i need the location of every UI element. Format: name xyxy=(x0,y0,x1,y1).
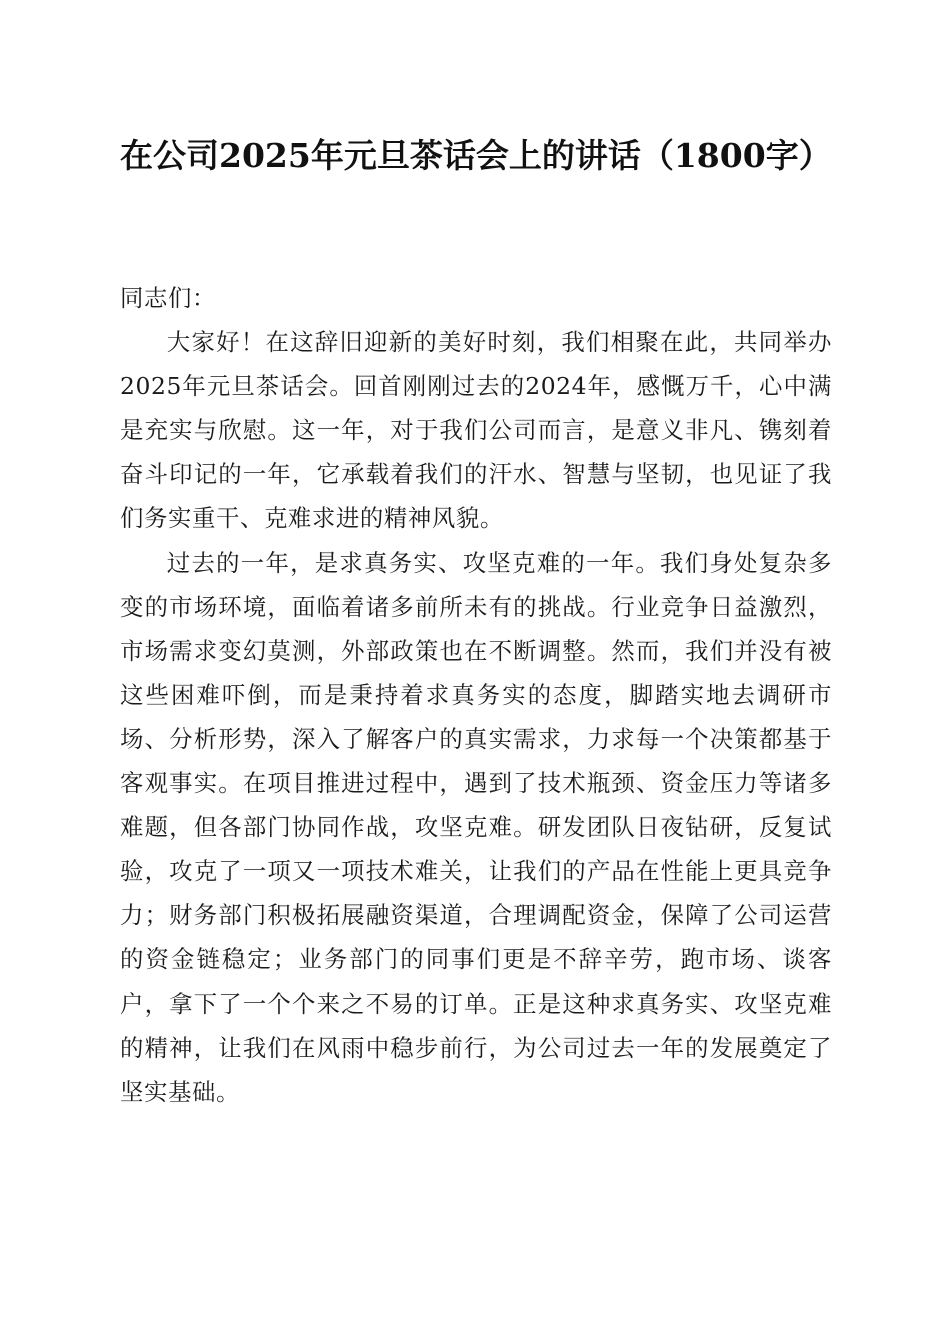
paragraph-review: 过去的一年，是求真务实、攻坚克难的一年。我们身处复杂多变的市场环境，面临着诸多前所未有的挑战。行业竞争日益激烈，市场需求变幻莫测，外部政策也在不断调整。然而，我们并没有被这些困难吓倒，而是秉持着求真务实的态度，脚踏实地去调研市场、分析形势，深入了解客户的真实需求，力求每一个决策都基于客观事实。在项目推进过程中，遇到了技术瓶颈、资金压力等诸多难题，但各部门协同作战，攻坚克难。研发团队日夜钻研，反复试验，攻克了一项又一项技术难关，让我们的产品在性能上更具竞争力；财务部门积极拓展融资渠道，合理调配资金，保障了公司运营的资金链稳定；业务部门的同事们更是不辞辛劳，跑市场、谈客户，拿下了一个个来之不易的订单。正是这种求真务实、攻坚克难的精神，让我们在风雨中稳步前行，为公司过去一年的发展奠定了坚实基础。 xyxy=(120,548,832,1106)
document-body xyxy=(120,276,832,1114)
paragraph-opening: 大家好！在这辞旧迎新的美好时刻，我们相聚在此，共同举办2025年元旦茶话会。回首刚刚过去的2024年，感慨万千，心中满是充实与欣慰。这一年，对于我们公司而言，是意义非凡、镌刻着奋斗印记的一年，它承载着我们的汗水、智慧与坚韧，也见证了我们务实重干、克难求进的精神风貌。 xyxy=(120,328,832,533)
salutation: 同志们： xyxy=(120,284,216,312)
document-title: 在公司2025年元旦茶话会上的讲话（1800字） xyxy=(120,136,832,175)
